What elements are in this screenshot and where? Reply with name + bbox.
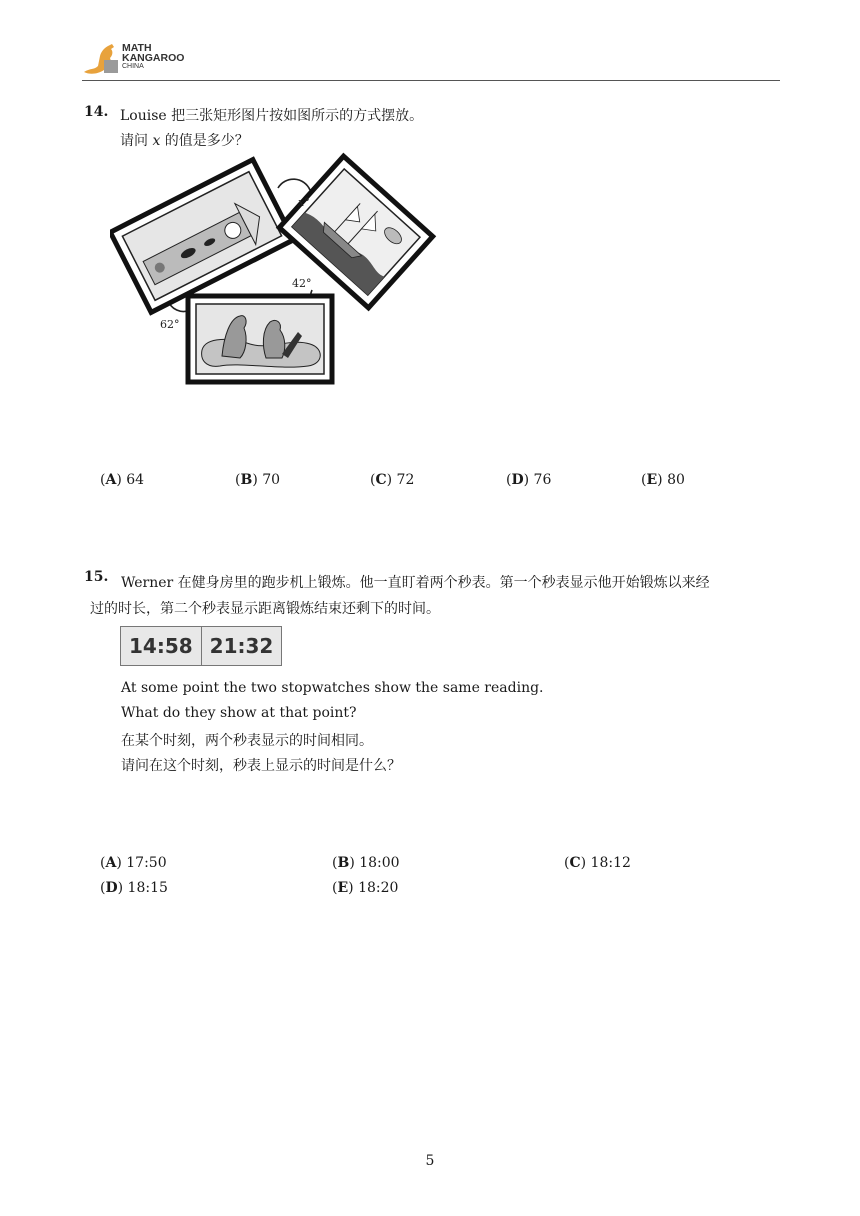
question-14-text-line1: Louise 把三张矩形图片按如图所示的方式摆放。 (120, 108, 424, 124)
picture-clock-tower (110, 160, 293, 313)
stopwatch-displays (120, 626, 282, 666)
kangaroo-icon (82, 42, 122, 76)
question-15-text-line2: 过的时长，第二个秒表显示距离锻炼结束还剩下的时间。 (90, 601, 440, 617)
q14-option-c[interactable]: (C) 72 (370, 472, 415, 488)
question-15-english-line2: What do they show at that point? (121, 705, 357, 721)
q15-option-b[interactable]: (B) 18:00 (332, 855, 400, 871)
picture-kangaroo-beaver (188, 296, 332, 382)
three-pictures-figure (110, 150, 440, 395)
angle-label-62: 62° (160, 318, 180, 331)
q15-option-d[interactable]: (D) 18:15 (100, 880, 168, 896)
variable-x: x (152, 133, 161, 149)
q15-option-a[interactable]: (A) 17:50 (100, 855, 167, 871)
logo-text-math: MATH (122, 42, 152, 54)
question-14-text-pre: 请问 (120, 133, 153, 149)
question-14-text-post: 的值是多少？ (160, 133, 249, 149)
stopwatch-remaining: 21:32 (201, 627, 282, 665)
question-15-number: 15. (84, 569, 109, 585)
stopwatch-elapsed: 14:58 (129, 634, 193, 658)
question-14-number: 14. (84, 104, 109, 120)
q15-option-c[interactable]: (C) 18:12 (564, 855, 631, 871)
angle-arc-x (278, 179, 310, 190)
q14-option-e[interactable]: (E) 80 (641, 472, 685, 488)
q15-option-e[interactable]: (E) 18:20 (332, 880, 399, 896)
page-number: 5 (425, 1153, 435, 1169)
question-15-chinese-line1: 在某个时刻，两个秒表显示的时间相同。 (121, 733, 373, 749)
question-15-text-line1: Werner 在健身房里的跑步机上锻炼。他一直盯着两个秒表。第一个秒表显示他开始锻炼以来经 (121, 575, 710, 591)
math-kangaroo-logo (82, 42, 202, 76)
q14-option-d[interactable]: (D) 76 (506, 472, 552, 488)
angle-label-42: 42° (292, 277, 312, 290)
header-divider (82, 80, 780, 81)
q14-option-a[interactable]: (A) 64 (100, 472, 145, 488)
question-14-text-line2 (120, 130, 249, 150)
question-15-chinese-line2: 请问在这个时刻，秒表上显示的时间是什么？ (121, 758, 401, 774)
question-15-english-line1: At some point the two stopwatches show the same reading. (121, 680, 544, 696)
logo-text-kangaroo: KANGAROO (122, 52, 185, 64)
logo-text-china: CHINA (122, 63, 144, 70)
angle-label-x: x° (298, 196, 310, 209)
q14-option-b[interactable]: (B) 70 (235, 472, 281, 488)
